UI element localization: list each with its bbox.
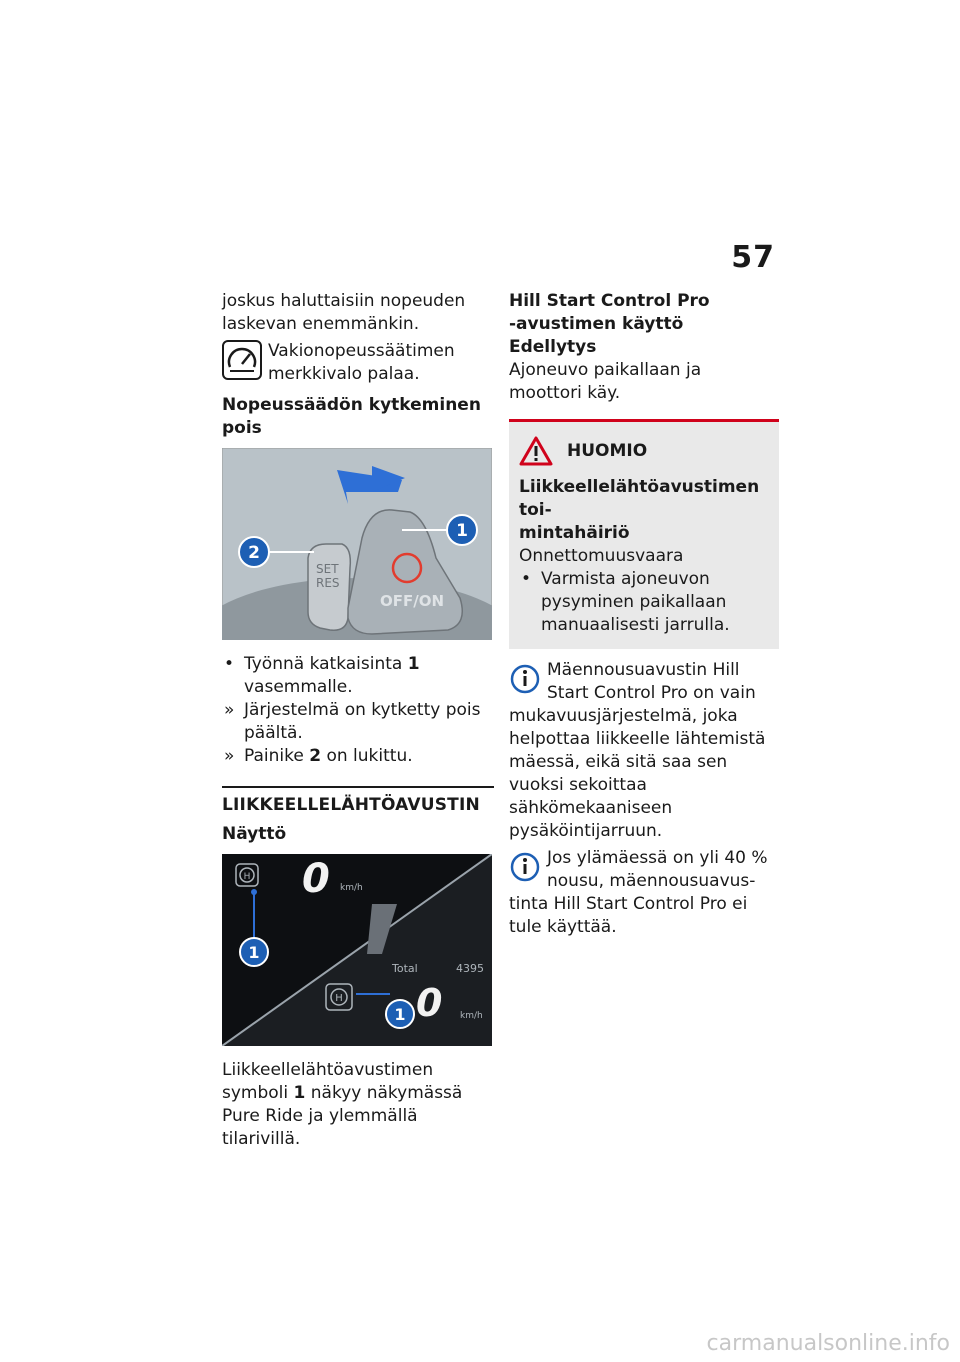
step-3: » Painike 2 on lukittu. xyxy=(224,746,413,766)
svg-text:H: H xyxy=(243,872,251,882)
switch-illustration xyxy=(222,448,492,640)
step-2: » Järjestelmä on kytketty pois päältä. xyxy=(224,700,481,743)
warning-notice xyxy=(509,419,779,649)
cruise-text-1: Vakionopeussäätimen xyxy=(268,341,455,361)
cruise-text-2: merkkivalo palaa. xyxy=(268,364,420,384)
footer-watermark: carmanualsonline.info xyxy=(706,1331,950,1356)
unit-top: km/h xyxy=(340,883,363,893)
section-title: LIIKKEELLELÄHTÖAVUSTIN xyxy=(222,795,480,815)
intro-line-2: laskevan enemmänkin. xyxy=(222,314,420,334)
hsc-heading-1: Hill Start Control Pro xyxy=(509,291,710,311)
page-number: 57 xyxy=(731,240,775,275)
cruise-control-icon xyxy=(222,340,262,380)
warning-triangle-icon xyxy=(519,436,553,466)
hsc-condition: Ajoneuvo paikallaan ja moottori käy. xyxy=(509,360,702,403)
section-divider xyxy=(222,786,494,788)
display-callout-top: 1 xyxy=(248,943,260,962)
set-label: SET xyxy=(316,562,339,576)
notice-title-2: mintahäiriö xyxy=(519,523,630,543)
info-icon xyxy=(509,659,541,699)
dashboard-display xyxy=(222,854,492,1046)
callout-2: 2 xyxy=(248,543,260,563)
notice-label: HUOMIO xyxy=(567,440,648,461)
info-note-1-rest: mukavuusjärjestelmä, joka helpottaa liikkeelle lähtemistä mäessä, eikä sitä saa sen vuoksi sekoittaa sähkömekaaniseen pysäköintijarruun. xyxy=(509,706,766,841)
subheading-display: Näyttö xyxy=(222,824,287,844)
display-caption: Liikkeellelähtöavustimen symboli 1 näkyy näkymässä Pure Ride ja ylemmällä tilarivillä. xyxy=(222,1060,463,1149)
heading-switch-off-1: Nopeussäädön kytkeminen xyxy=(222,395,481,415)
display-callout-bottom: 1 xyxy=(394,1005,406,1024)
speed-top: 0 xyxy=(302,856,330,902)
info-icon xyxy=(509,847,541,887)
speed-bottom: 0 xyxy=(416,981,443,1025)
info-note-2-rest: tinta Hill Start Control Pro ei tule käyttää. xyxy=(509,894,748,937)
step-1: • Työnnä katkaisinta 1 vasemmalle. xyxy=(224,654,420,697)
callout-1: 1 xyxy=(456,521,468,541)
cruise-indicator-note xyxy=(222,340,494,386)
intro-line-1: joskus haluttaisiin nopeuden xyxy=(222,291,466,311)
switch-figure xyxy=(222,448,494,647)
switch-steps xyxy=(222,653,494,768)
left-column xyxy=(222,290,494,1151)
notice-subtitle: Onnettomuusvaara xyxy=(519,546,684,566)
heading-switch-off-2: pois xyxy=(222,418,262,438)
display-figure xyxy=(222,854,494,1053)
info-note-2: Jos ylämäessä on yli 40 % nousu, mäennousuavus- tinta Hill Start Control Pro ei tule käyttää. xyxy=(509,847,779,939)
notice-bullet: • Varmista ajoneuvon pysyminen paikallaan manuaalisesti jarrulla. xyxy=(521,569,730,635)
svg-text:H: H xyxy=(335,993,343,1004)
hsc-heading-2: -avustimen käyttö xyxy=(509,314,684,334)
total-label: Total xyxy=(392,962,418,975)
unit-bottom: km/h xyxy=(460,1011,483,1021)
res-label: RES xyxy=(316,576,340,590)
total-value: 4395 xyxy=(456,962,484,975)
hsc-sub: Edellytys xyxy=(509,337,597,357)
offon-label: OFF/ON xyxy=(380,592,445,610)
notice-title-1: Liikkeellelähtöavustimen toi- xyxy=(519,477,760,520)
right-column xyxy=(509,290,779,939)
info-note-1: Mäennousuavustin Hill Start Control Pro on vain mukavuusjärjestelmä, joka helpottaa liikkeelle lähtemistä mäessä, eikä sitä saa sen vuoksi sekoittaa sähkömekaaniseen pysäköintijarruun. xyxy=(509,659,779,843)
